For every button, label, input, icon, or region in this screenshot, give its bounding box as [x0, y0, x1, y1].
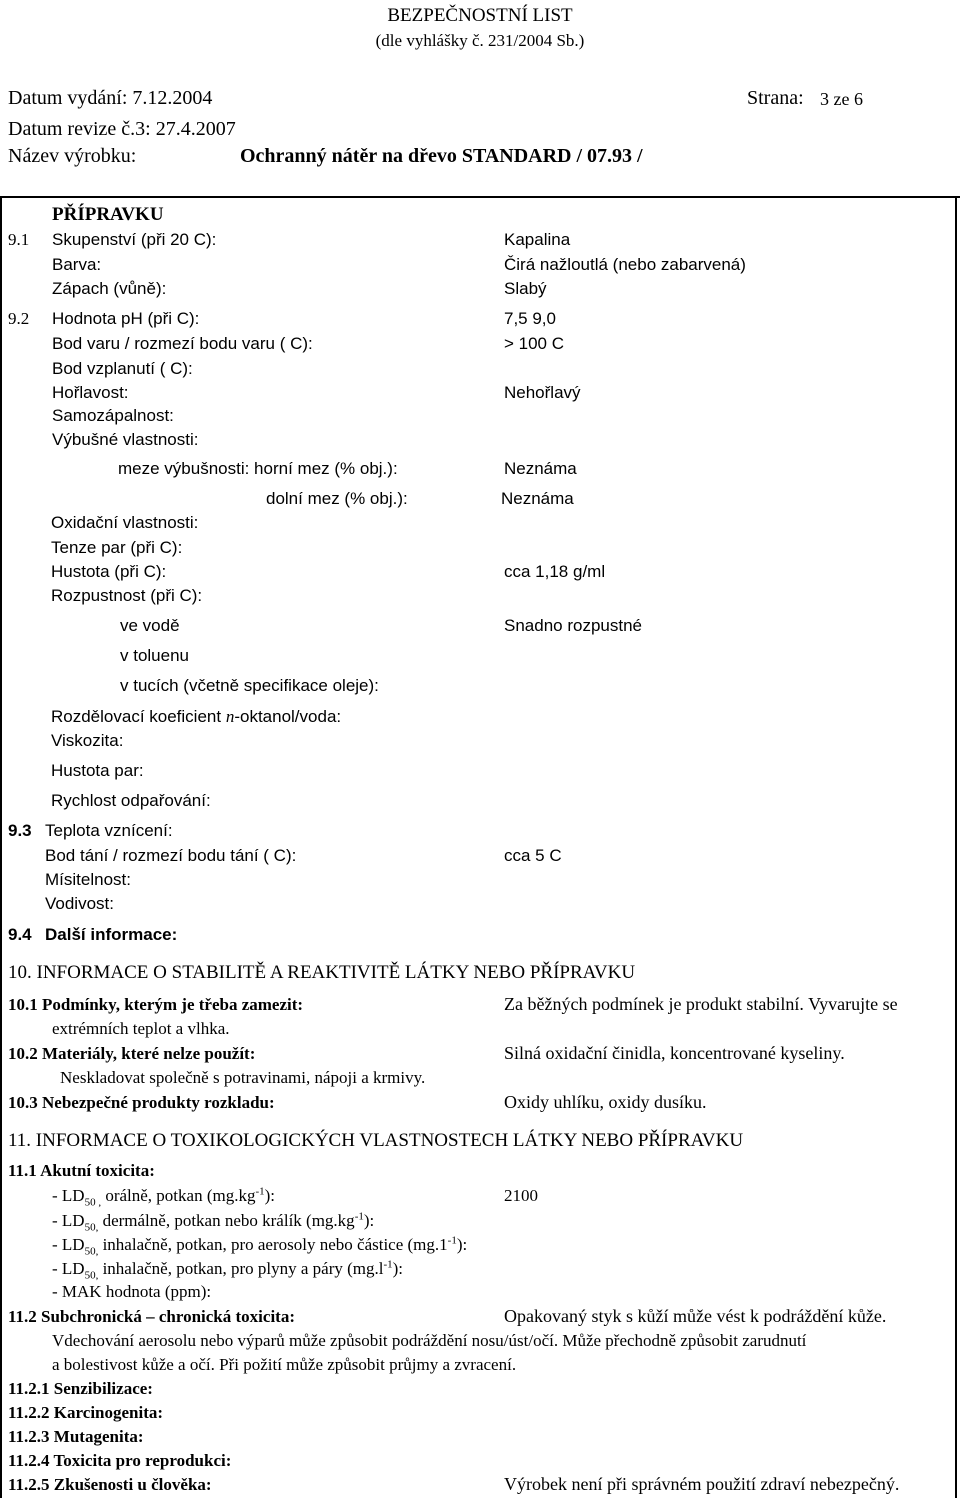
subsection-11-2-4-label: 11.2.4 Toxicita pro reprodukci: — [8, 1451, 232, 1470]
subsection-11-2-3-label: 11.2.3 Mutagenita: — [8, 1427, 144, 1446]
label-oxidacni: Oxidační vlastnosti: — [51, 513, 199, 532]
document-subtitle: (dle vyhlášky č. 231/2004 Sb.) — [375, 31, 585, 50]
section-11-title: 11. INFORMACE O TOXIKOLOGICKÝCH VLASTNOSTECH LÁTKY NEBO PŘÍPRAVKU — [8, 1130, 744, 1151]
revision-date: Datum revize č.3: 27.4.2007 — [8, 118, 236, 140]
label-bod-vzplanuti: Bod vzplanutí ( C): — [52, 359, 193, 378]
product-name: Ochranný nátěr na dřevo STANDARD / 07.93 / — [240, 145, 643, 167]
label-dalsi-informace: Další informace: — [45, 925, 178, 944]
label-viskozita: Viskozita: — [51, 731, 124, 750]
product-label: Název výrobku: — [8, 145, 137, 167]
subsection-10-1-value: Za běžných podmínek je produkt stabilní. Vyvarujte se — [504, 994, 898, 1014]
subsection-11-2-5-label: 11.2.5 Zkušenosti u člověka: — [8, 1475, 212, 1494]
value-bod-varu: > 100 C — [504, 334, 565, 353]
label-horlavost: Hořlavost: — [52, 383, 129, 402]
ld50-inhalation-aerosol: - $LD_{50,}$ inhalačně, potkan, pro aerosoly nebo částice $(mg.1^{-1})$: — [52, 1234, 468, 1258]
label-rozpustnost: Rozpustnost (při C): — [51, 586, 203, 605]
value-barva: Čirá nažloutlá (nebo zabarvená) — [504, 255, 746, 274]
ld50-oral: - $LD_{50 ,}$ orálně, potkan $(mg.kg^{-1})$: — [52, 1185, 276, 1209]
subsection-10-2-value: Silná oxidační činidla, koncentrované kyseliny. — [504, 1043, 845, 1063]
subsection-10-1-continuation: extrémních teplot a vlhka. — [52, 1019, 230, 1038]
left-border — [0, 197, 2, 1498]
subsection-10-3-value: Oxidy uhlíku, oxidy dusíku. — [504, 1092, 707, 1112]
label-vodivost: Vodivost: — [45, 894, 114, 913]
label-barva: Barva: — [52, 255, 102, 274]
subsection-number: 9.3 — [8, 821, 32, 840]
subsection-11-2-line-2: Vdechování aerosolu nebo výparů může způsobit podráždění nosu/úst/očí. Může přechodně způsobit zarudnutí — [52, 1331, 807, 1350]
right-border — [955, 197, 957, 1498]
page-label: Strana: — [747, 87, 804, 109]
section-10-title: 10. INFORMACE O STABILITĚ A REAKTIVITĚ LÁTKY NEBO PŘÍPRAVKU — [8, 962, 636, 983]
label-teplota-vzniceni: Teplota vznícení: — [45, 821, 173, 840]
ld50-dermal: - $LD_{50,}$ dermálně, potkan nebo králík $(mg.kg^{-1})$: — [52, 1210, 375, 1234]
subsection-number: 9.4 — [8, 925, 32, 944]
label-ph: Hodnota pH (při C): — [52, 309, 200, 328]
issue-date: Datum vydání: 7.12.2004 — [8, 87, 213, 109]
subsection-11-2-2-label: 11.2.2 Karcinogenita: — [8, 1403, 164, 1422]
subsection-10-1-label: 10.1 Podmínky, kterým je třeba zamezit: — [8, 995, 304, 1014]
label-samozapalnost: Samozápalnost: — [52, 406, 174, 425]
label-rozdelovaci-koeficient: Rozdělovací koeficient n-oktanol/voda: — [51, 707, 342, 726]
label-bod-tani: Bod tání / rozmezí bodu tání ( C): — [45, 846, 297, 865]
value-dolni-mez: Neznáma — [501, 489, 574, 508]
subsection-number: 9.2 — [8, 309, 30, 328]
header-divider — [0, 196, 960, 198]
subsection-10-2-continuation: Neskladovat společně s potravinami, nápoji a krmivy. — [60, 1068, 426, 1087]
label-horni-mez: meze výbušnosti: horní mez (% obj.): — [118, 459, 398, 478]
label-vybusne: Výbušné vlastnosti: — [52, 430, 199, 449]
page-number: 3 ze 6 — [820, 89, 863, 109]
label-v-toluenu: v toluenu — [120, 646, 189, 665]
subsection-10-3-label: 10.3 Nebezpečné produkty rozkladu: — [8, 1093, 275, 1112]
value-ve-vode: Snadno rozpustné — [504, 616, 642, 635]
value-horni-mez: Neznáma — [504, 459, 577, 478]
label-rychlost-odparovani: Rychlost odpařování: — [51, 791, 211, 810]
document-title: BEZPEČNOSTNÍ LIST — [387, 5, 573, 26]
label-bod-varu: Bod varu / rozmezí bodu varu ( C): — [52, 334, 313, 353]
value-hustota: cca 1,18 g/ml — [504, 562, 606, 581]
value-skupenstvi: Kapalina — [504, 230, 571, 249]
subsection-number: 9.1 — [8, 230, 30, 249]
subsection-10-2-label: 10.2 Materiály, které nelze použít: — [8, 1044, 256, 1063]
subsection-11-2-label: 11.2 Subchronická – chronická toxicita: — [8, 1307, 295, 1326]
subsection-11-2-1-label: 11.2.1 Senzibilizace: — [8, 1379, 153, 1398]
mak-value: - MAK hodnota (ppm): — [52, 1282, 212, 1301]
label-misitelnost: Mísitelnost: — [45, 870, 131, 889]
label-dolni-mez: dolní mez (% obj.): — [266, 489, 408, 508]
subsection-11-2-line-3: a bolestivost kůže a očí. Při požití může způsobit průjmy a zvracení. — [52, 1355, 517, 1374]
value-zapach: Slabý — [504, 279, 547, 298]
ld50-oral-value: 2100 — [504, 1186, 538, 1205]
label-hustota: Hustota (při C): — [51, 562, 167, 581]
subsection-11-2-5-value: Výrobek není při správném použití zdraví nebezpečný. — [504, 1474, 900, 1494]
value-horlavost: Nehořlavý — [504, 383, 581, 402]
label-ve-vode: ve vodě — [120, 616, 180, 635]
ld50-inhalation-gas: - $LD_{50,}$ inhalačně, potkan, pro plyny a páry $(mg.l^{-1})$: — [52, 1258, 404, 1282]
section-9-continuation: PŘÍPRAVKU — [52, 204, 164, 225]
label-zapach: Zápach (vůně): — [52, 279, 167, 298]
subsection-11-2-value: Opakovaný styk s kůží může vést k podráždění kůže. — [504, 1306, 887, 1326]
value-bod-tani: cca 5 C — [504, 846, 562, 865]
label-hustota-par: Hustota par: — [51, 761, 144, 780]
label-tenze: Tenze par (při C): — [51, 538, 183, 557]
label-v-tucich: v tucích (včetně specifikace oleje): — [120, 676, 379, 695]
value-ph: 7,5 9,0 — [504, 309, 556, 328]
label-skupenstvi: Skupenství (při 20 C): — [52, 230, 217, 249]
subsection-11-1-label: 11.1 Akutní toxicita: — [8, 1161, 155, 1180]
